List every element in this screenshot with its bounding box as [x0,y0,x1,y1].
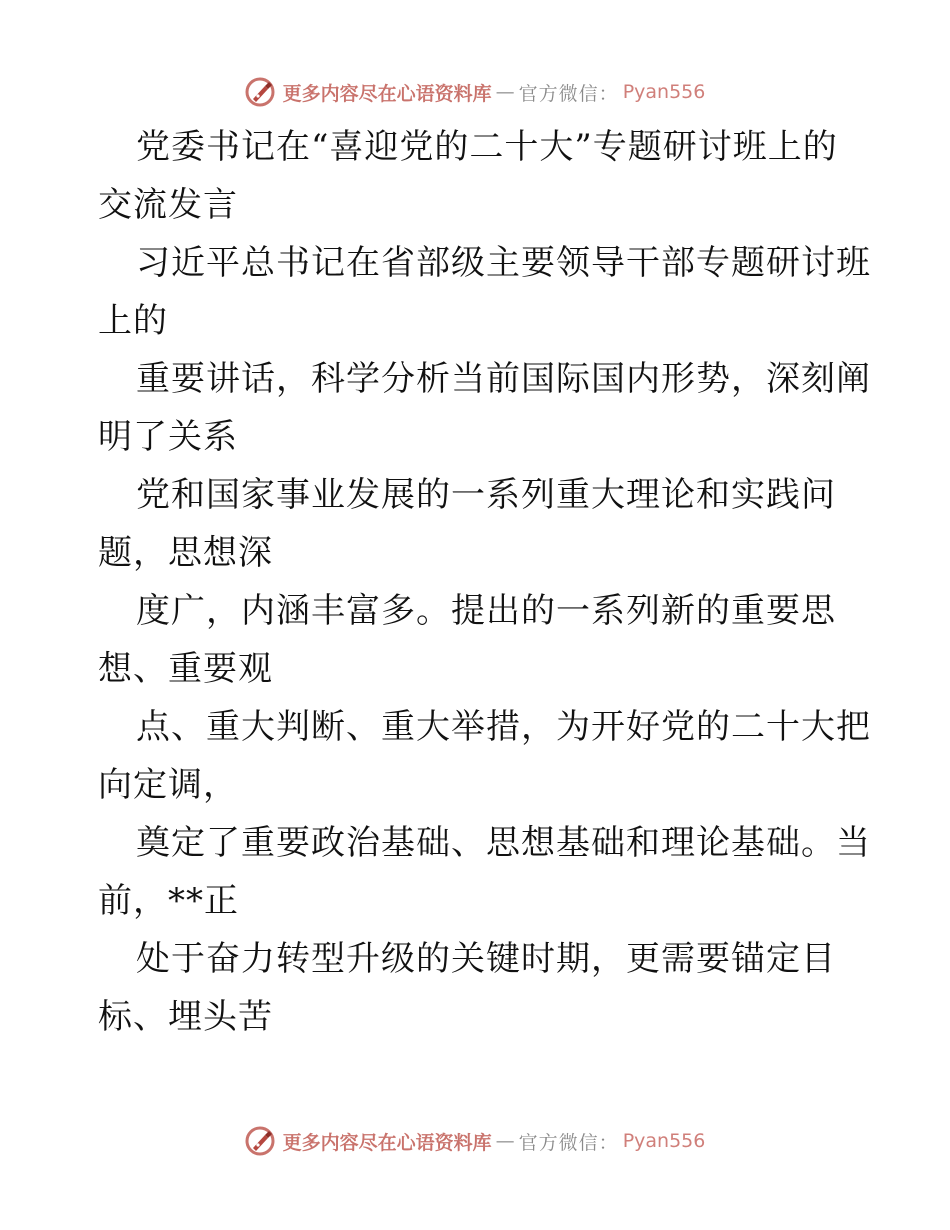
text-line: 党和国家事业发展的一系列重大理论和实践问 [136,475,836,515]
watermark-main-text: 更多内容尽在心语资料库 [282,1131,492,1154]
text-line: 前，**正 [98,881,239,921]
pen-nib-logo-icon [245,77,275,107]
document-body [98,118,871,1046]
text-line: 上的 [98,301,168,341]
footer-watermark [0,1121,950,1161]
text-line: 明了关系 [98,417,238,457]
text-line: 交流发言 [98,185,238,225]
header-watermark [0,72,950,112]
watermark-wechat-id: Pyan556 [622,1130,706,1152]
watermark-official-label: 官方微信： [518,82,619,105]
text-line: 党委书记在“喜迎党的二十大”专题研讨班上的 [136,127,838,167]
watermark-official-label: 官方微信： [518,1131,619,1154]
watermark-wechat-id: Pyan556 [622,81,706,103]
text-line: 重要讲话，科学分析当前国际国内形势，深刻阐 [136,359,871,399]
text-line: 奠定了重要政治基础、思想基础和理论基础。当 [136,823,871,863]
watermark-separator: — [495,81,515,103]
text-line: 向定调， [98,765,238,805]
text-line: 处于奋力转型升级的关键时期，更需要锚定目 [136,939,836,979]
text-line: 标、埋头苦 [98,997,273,1037]
text-line: 题，思想深 [98,533,273,573]
watermark-text [283,79,706,106]
text-line: 习近平总书记在省部级主要领导干部专题研讨班 [136,243,871,283]
watermark-text [283,1128,706,1155]
watermark-separator: — [495,1130,515,1152]
watermark-main-text: 更多内容尽在心语资料库 [282,82,492,105]
pen-nib-logo-icon [245,1126,275,1156]
text-line: 度广，内涵丰富多。提出的一系列新的重要思 [136,591,836,631]
text-line: 想、重要观 [98,649,273,689]
text-line: 点、重大判断、重大举措，为开好党的二十大把 [136,707,871,747]
